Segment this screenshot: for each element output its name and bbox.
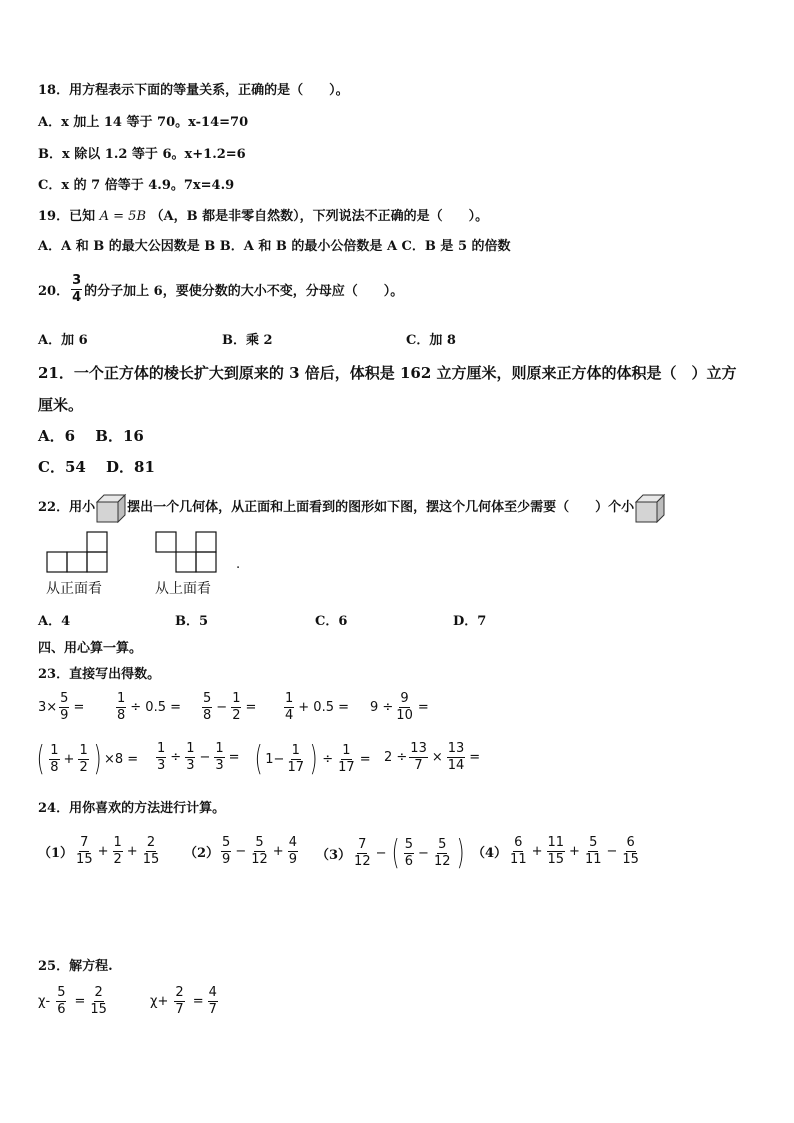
small-cube-icon: [95, 493, 127, 523]
q23-expr-4: $\frac{1}{4}$ + 0.5 =: [285, 691, 350, 723]
q23-stem: 23．直接写出得数。: [38, 667, 161, 682]
q21-options-ab: A．6 B．16: [38, 427, 144, 445]
q18-option-a: A．x 加上 14 等于 70。x-14=70: [38, 115, 249, 130]
q20-option-a: A．加 6: [38, 333, 88, 348]
front-view-label: 从正面看: [46, 581, 102, 597]
q18-option-b: B．x 除以 1.2 等于 6。x+1.2=6: [38, 147, 246, 162]
q19-stem: [38, 208, 488, 226]
q18-stem: 18．用方程表示下面的等量关系，正确的是（ ）。: [38, 83, 349, 98]
q25-stem: 25．解方程.: [38, 959, 113, 974]
top-view-label: 从上面看: [155, 581, 211, 597]
front-view-figure: [46, 530, 110, 574]
q22-option-d: D．7: [453, 614, 487, 629]
q23-expr-2: $\frac{1}{8}$ ÷ 0.5 =: [117, 691, 182, 723]
q19-stem-post: （A，B 都是非零自然数），下列说法不正确的是（ ）。: [150, 209, 489, 224]
top-view-figure: [155, 530, 219, 574]
q22-stem: [38, 493, 666, 523]
q22-option-a: A．4: [38, 614, 71, 629]
q23-expr-8: ( 1− $\frac{1}{17}$ ) ÷ $\frac{1}{17}$ =: [254, 739, 371, 779]
q22-stem-mid: 摆出一个几何体，从正面和上面看到的图形如下图，摆这个几何体至少需要（ ）个小: [127, 500, 635, 515]
q23-expr-6: ( $\frac{1}{8}$ + $\frac{1}{2}$ ) ×8 =: [36, 739, 139, 779]
q21-options-cd: C．54 D．81: [38, 458, 155, 476]
q22-option-c: C．6: [315, 614, 348, 629]
small-cube-icon: [634, 493, 666, 523]
q22-stem-pre: 22．用小: [38, 500, 96, 515]
q23-expr-1: 3× $\frac{5}{9}$ =: [38, 691, 85, 723]
q20-fraction: $\frac{3}{4}$: [72, 273, 82, 305]
q24-problem-2: （2） $\frac{5}{9}$ − $\frac{5}{12}$ + $\frac{4}{9}$: [184, 835, 297, 867]
q22-option-b: B．5: [175, 614, 209, 629]
q20-option-b: B．乘 2: [222, 333, 273, 348]
q21-stem-line1: 21．一个正方体的棱长扩大到原来的 3 倍后，体积是 162 立方厘米，则原来正方体的体积是（ ）立方: [38, 364, 737, 382]
q24-problem-1: （1） $\frac{7}{15}$ + $\frac{1}{2}$ + $\frac{2}{15}$: [38, 835, 160, 867]
q23-expr-3: $\frac{5}{8}$ − $\frac{1}{2}$ =: [203, 691, 257, 723]
q24-problem-3: （3） $\frac{7}{12}$ − ( $\frac{5}{6}$ − $\frac{5}{12}$ ): [316, 833, 465, 873]
q24-problem-4: （4） $\frac{6}{11}$ + $\frac{11}{15}$ + $\frac{5}{11}$ − $\frac{6}{15}$: [472, 835, 639, 867]
q25-equation-1: χ- $\frac{5}{6}$ = $\frac{2}{15}$: [38, 985, 107, 1017]
q20-stem-post: 的分子加上 6，要使分数的大小不变，分母应（ ）。: [84, 284, 404, 299]
q23-expr-9: 2 ÷ $\frac{13}{7}$ × $\frac{13}{14}$ =: [384, 741, 481, 773]
q24-stem: 24．用你喜欢的方法进行计算。: [38, 801, 226, 816]
q20-option-c: C．加 8: [406, 333, 456, 348]
q21-stem-line2: 厘米。: [38, 396, 84, 414]
q19-options: A．A 和 B 的最大公因数是 B B．A 和 B 的最小公倍数是 A C．B 是 5 的倍数: [38, 239, 511, 254]
q23-expr-5: 9 ÷ $\frac{9}{10}$ =: [370, 691, 429, 723]
q20-stem: [38, 274, 403, 305]
q18-option-c: C．x 的 7 倍等于 4.9。7x=4.9: [38, 178, 235, 193]
section-4-title: 四、用心算一算。: [38, 641, 143, 656]
q25-equation-2: χ+ $\frac{2}{7}$ = $\frac{4}{7}$: [150, 985, 217, 1017]
q20-number: 20．: [38, 284, 70, 299]
q19-equation: A = 5B: [99, 209, 146, 224]
q22-period: .: [236, 557, 241, 572]
q23-expr-7: $\frac{1}{3}$ ÷ $\frac{1}{3}$ − $\frac{1}{3}$ =: [157, 741, 240, 773]
q19-stem-pre: 19．已知: [38, 209, 96, 224]
